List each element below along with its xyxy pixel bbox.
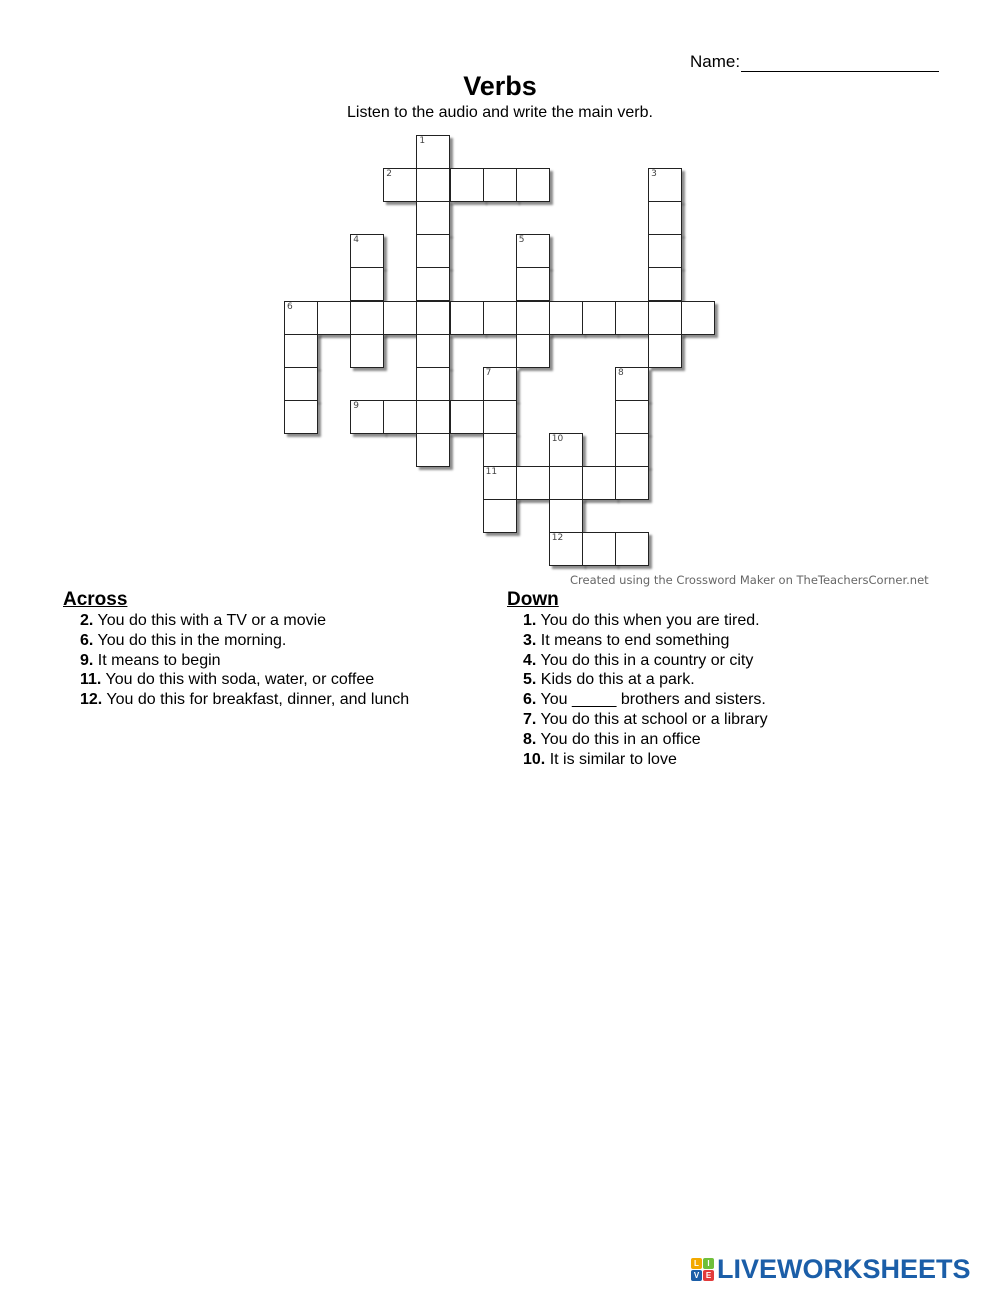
clue-number-label: 3 [651, 169, 657, 180]
clue-text: You do this with soda, water, or coffee [105, 671, 375, 689]
crossword-cell[interactable] [416, 168, 450, 202]
clue-number-label: 2 [386, 169, 393, 180]
clue-number-label: 12 [551, 533, 564, 544]
crossword-cell[interactable] [483, 301, 517, 335]
crossword-cell[interactable] [516, 301, 550, 335]
crossword-cell[interactable] [416, 301, 450, 335]
clue-number-label: 10 [551, 433, 564, 444]
crossword-cell[interactable] [549, 532, 583, 566]
crossword-cell[interactable] [615, 466, 649, 500]
clue-item [523, 652, 768, 672]
clue-item [80, 671, 409, 691]
crossword-grid [0, 0, 1000, 600]
crossword-cell[interactable] [383, 301, 417, 335]
logo-badge-letter: L [691, 1258, 702, 1269]
clue-number-label: 11 [485, 467, 498, 477]
clue-text: It means to end something [540, 631, 730, 649]
crossword-cell[interactable] [350, 334, 384, 368]
crossword-cell[interactable] [350, 267, 384, 301]
clue-number-label: 5 [518, 235, 525, 246]
crossword-cell[interactable] [681, 301, 715, 335]
clue-number: 4. [523, 651, 537, 669]
crossword-credit: Created using the Crossword Maker on TheTeachersCorner.net [570, 573, 929, 587]
crossword-cell[interactable] [483, 400, 517, 434]
crossword-cell[interactable] [416, 267, 450, 301]
clue-number: 1. [523, 612, 537, 629]
crossword-cell[interactable] [416, 433, 450, 467]
crossword-cell[interactable] [582, 532, 616, 566]
crossword-cell[interactable] [350, 234, 384, 268]
clue-number: 6. [80, 631, 94, 649]
crossword-cell[interactable] [549, 433, 583, 467]
crossword-cell[interactable] [450, 168, 484, 202]
crossword-cell[interactable] [516, 234, 550, 268]
crossword-cell[interactable] [615, 301, 649, 335]
crossword-cell[interactable] [483, 499, 517, 533]
crossword-cell[interactable] [284, 301, 318, 335]
clue-number: 10. [523, 750, 546, 768]
crossword-cell[interactable] [516, 267, 550, 301]
crossword-cell[interactable] [350, 301, 384, 335]
crossword-cell[interactable] [350, 400, 384, 434]
clue-text: You do this in a country or city [540, 651, 754, 669]
clue-number: 7. [523, 710, 537, 728]
clue-text: Kids do this at a park. [540, 671, 695, 689]
crossword-cell[interactable] [582, 466, 616, 500]
clue-item [80, 632, 409, 652]
clue-text: You do this when you are tired. [540, 612, 760, 629]
crossword-cell[interactable] [648, 334, 682, 368]
clue-number-label: 1 [419, 136, 426, 146]
clue-number-label: 6 [287, 301, 293, 312]
crossword-cell[interactable] [450, 400, 484, 434]
down-clue-list [523, 612, 768, 770]
crossword-cell[interactable] [549, 301, 583, 335]
crossword-cell[interactable] [516, 334, 550, 368]
crossword-cell[interactable] [284, 367, 318, 401]
clue-item [523, 632, 768, 652]
clue-item [80, 612, 409, 632]
crossword-cell[interactable] [284, 400, 318, 434]
clue-number: 3. [523, 631, 537, 649]
logo-text: LIVEWORKSHEETS [717, 1254, 971, 1284]
crossword-cell[interactable] [450, 301, 484, 335]
clue-number-label: 4 [353, 235, 359, 246]
crossword-cell[interactable] [582, 301, 616, 335]
clue-item [80, 652, 409, 672]
crossword-cell[interactable] [615, 532, 649, 566]
crossword-cell[interactable] [416, 334, 450, 368]
name-label: Name: [690, 52, 741, 71]
crossword-cell[interactable] [549, 499, 583, 533]
crossword-cell[interactable] [383, 400, 417, 434]
crossword-cell[interactable] [317, 301, 351, 335]
crossword-cell[interactable] [648, 168, 682, 202]
worksheet-instructions: Listen to the audio and write the main verb. [347, 104, 653, 121]
crossword-cell[interactable] [648, 234, 682, 268]
crossword-cell[interactable] [284, 334, 318, 368]
clue-number: 9. [80, 651, 94, 669]
clue-text: You do this in an office [540, 730, 701, 748]
crossword-cell[interactable] [416, 234, 450, 268]
clue-text: It means to begin [97, 651, 221, 669]
clue-item [523, 711, 768, 731]
clue-item [523, 691, 768, 711]
clue-text: You do this in the morning. [97, 631, 287, 649]
clue-item [523, 731, 768, 751]
crossword-cell[interactable] [483, 466, 517, 500]
clue-number: 8. [523, 730, 537, 748]
crossword-cell[interactable] [615, 433, 649, 467]
crossword-cell[interactable] [615, 367, 649, 401]
crossword-cell[interactable] [648, 201, 682, 235]
logo-badge-letter: E [703, 1270, 714, 1281]
crossword-cell[interactable] [483, 168, 517, 202]
liveworksheets-logo [691, 1254, 971, 1285]
clue-item [80, 691, 409, 711]
clue-number: 12. [80, 691, 103, 709]
crossword-cell[interactable] [549, 466, 583, 500]
clue-item [523, 612, 768, 632]
crossword-cell[interactable] [416, 367, 450, 401]
down-heading: Down [507, 589, 559, 610]
crossword-cell[interactable] [416, 135, 450, 169]
clue-number-label: 9 [353, 400, 359, 411]
worksheet-title: Verbs [463, 71, 537, 101]
clue-text: You _____ brothers and sisters. [540, 691, 766, 709]
across-heading: Across [63, 589, 128, 610]
crossword-cell[interactable] [416, 400, 450, 434]
crossword-cell[interactable] [516, 466, 550, 500]
clue-text: It is similar to love [549, 750, 677, 768]
logo-badge [691, 1258, 714, 1281]
crossword-cell[interactable] [516, 168, 550, 202]
crossword-cell[interactable] [416, 201, 450, 235]
clue-number: 6. [523, 691, 537, 709]
clue-number: 11. [80, 671, 102, 689]
logo-badge-letter: I [703, 1258, 714, 1269]
clue-number: 5. [523, 671, 537, 689]
logo-badge-letter: V [691, 1270, 702, 1281]
crossword-cell[interactable] [615, 400, 649, 434]
clue-item [523, 671, 768, 691]
clue-item [523, 751, 768, 771]
clue-text: You do this at school or a library [540, 710, 768, 728]
clue-number-label: 8 [618, 367, 624, 378]
crossword-cell[interactable] [383, 168, 417, 202]
across-clue-list [80, 612, 409, 711]
clue-text: You do this for breakfast, dinner, and lunch [106, 691, 410, 709]
crossword-cell[interactable] [483, 367, 517, 401]
clue-text: You do this with a TV or a movie [97, 612, 327, 629]
crossword-cell[interactable] [648, 301, 682, 335]
clue-number: 2. [80, 612, 94, 629]
clue-number-label: 7 [485, 367, 492, 378]
crossword-cell[interactable] [648, 267, 682, 301]
crossword-cell[interactable] [483, 433, 517, 467]
